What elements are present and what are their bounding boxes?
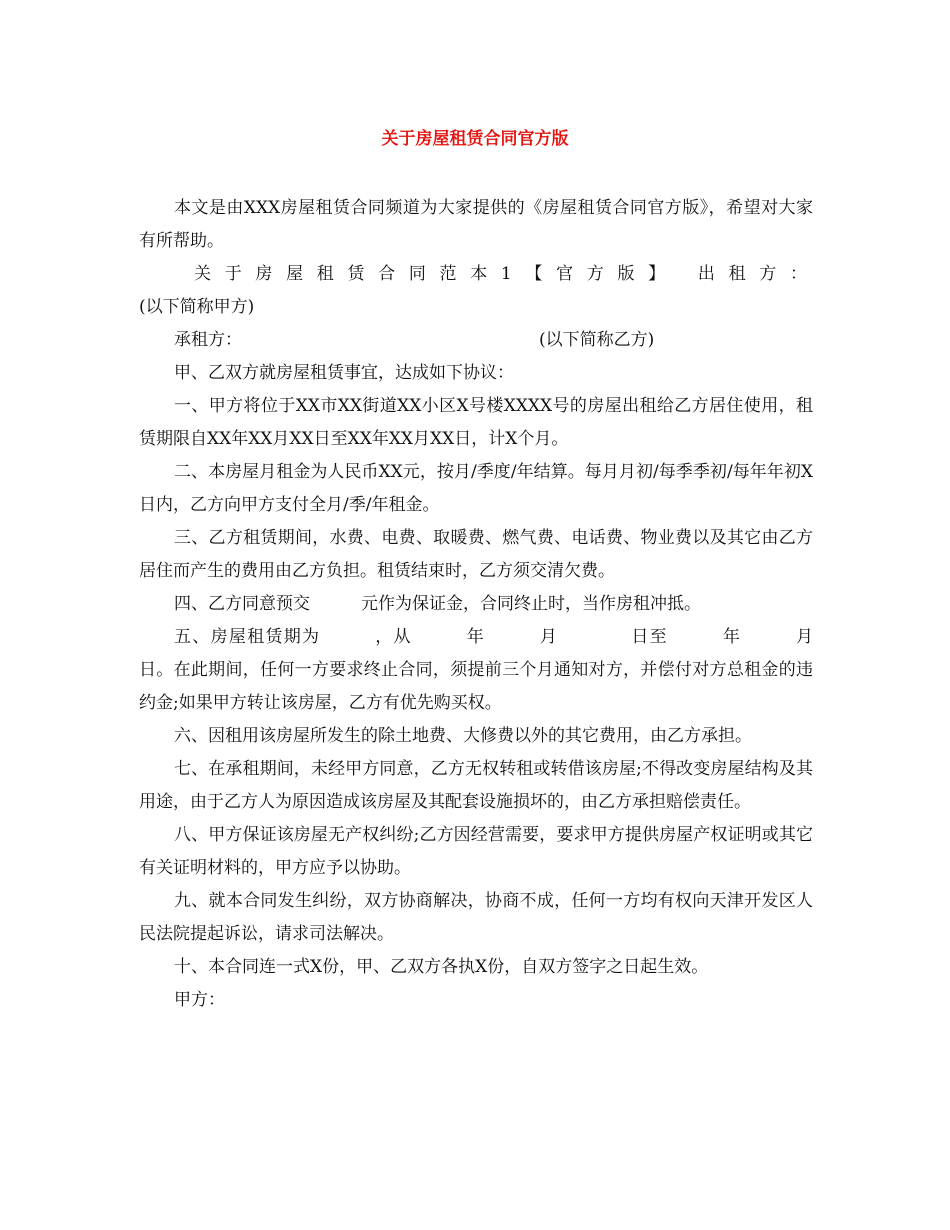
clause-10: 十、本合同连一式X份，甲、乙双方各执X份，自双方签字之日起生效。 <box>174 957 709 977</box>
document-title: 关于房屋租赁合同官方版 <box>381 129 569 149</box>
clause-4: 四、乙方同意预交 元作为保证金，合同终止时，当作房租冲抵。 <box>174 594 701 614</box>
tenant-label: 承租方： <box>174 330 242 350</box>
sample-heading-tail: (以下简称甲方) <box>139 297 255 317</box>
sample-heading-line: 关于房屋租赁合同范本1【官方版】 出租方： <box>194 264 813 284</box>
clause-1: 一、甲方将位于XX市XX街道XX小区X号楼XXXX号的房屋出租给乙方居住使用，租赁期限自XX年XX月XX日至XX年XX月XX日，计X个月。 <box>139 396 813 449</box>
clause-5: 五、房屋租赁期为 ，从 年 月 日至 年 月 日。在此期间，任何一方要求终止合同，须提前三个月通知对方，并偿付对方总租金的违约金;如果甲方转让该房屋，乙方有优先购买权。 <box>139 627 864 713</box>
clause-7: 七、在承租期间，未经甲方同意，乙方无权转租或转借该房屋;不得改变房屋结构及其用途，由于乙方人为原因造成该房屋及其配套设施损坏的，由乙方承担赔偿责任。 <box>139 759 813 812</box>
agreement-intro: 甲、乙双方就房屋租赁事宜，达成如下协议： <box>174 363 514 383</box>
tenant-line <box>139 324 813 357</box>
clause-6: 六、因租用该房屋所发生的除土地费、大修费以外的其它费用，由乙方承担。 <box>174 726 752 746</box>
clause-3: 三、乙方租赁期间，水费、电费、取暖费、燃气费、电话费、物业费以及其它由乙方居住而产生的费用由乙方负担。租赁结束时，乙方须交清欠费。 <box>139 528 813 581</box>
clause-9: 九、就本合同发生纠纷，双方协商解决，协商不成，任何一方均有权向天津开发区人民法院提起诉讼，请求司法解决。 <box>139 891 813 944</box>
clause-8: 八、甲方保证该房屋无产权纠纷;乙方因经营需要，要求甲方提供房屋产权证明或其它有关证明材料的，甲方应予以协助。 <box>139 825 813 878</box>
tenant-note: (以下简称乙方) <box>539 330 655 350</box>
party-a-label: 甲方： <box>174 990 225 1010</box>
document-body <box>139 192 864 1017</box>
clause-2: 二、本房屋月租金为人民币XX元，按月/季度/年结算。每月月初/每季季初/每年年初X日内，乙方向甲方支付全月/季/年租金。 <box>139 462 813 515</box>
intro-paragraph: 本文是由XXX房屋租赁合同频道为大家提供的《房屋租赁合同官方版》，希望对大家有所帮助。 <box>139 198 813 251</box>
